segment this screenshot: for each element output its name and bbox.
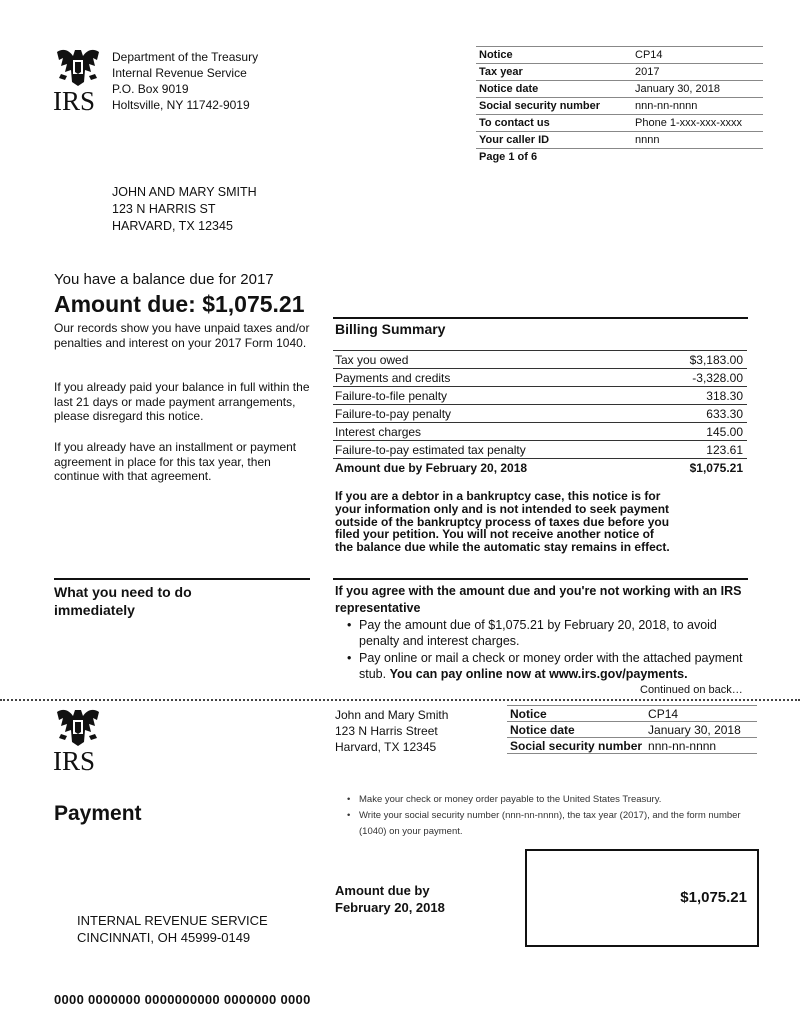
section-rule [333, 578, 748, 580]
balance-heading: You have a balance due for 2017 [54, 271, 274, 288]
eagle-icon [53, 46, 103, 88]
stub-label: Notice [507, 706, 645, 722]
recipient-line: 123 N HARRIS ST [112, 202, 216, 216]
notice-value: nnnn [632, 132, 763, 149]
scanline: 0000 0000000 0000000000 0000000 0000 [54, 992, 311, 1007]
billing-summary-title: Billing Summary [335, 321, 446, 337]
amount-due-heading: Amount due: $1,075.21 [54, 291, 305, 317]
billing-value: 123.61 [651, 441, 747, 459]
notice-row [476, 64, 763, 81]
page-indicator: Page 1 of 6 [476, 149, 763, 166]
notice-value: nnn-nn-nnnn [632, 98, 763, 115]
stub-address-line: John and Mary Smith [335, 708, 449, 722]
billing-summary-rule [333, 317, 748, 319]
billing-total-label: Amount due by February 20, 2018 [335, 460, 528, 475]
billing-value: 145.00 [651, 423, 747, 441]
agency-line: Holtsville, NY 11742-9019 [112, 98, 250, 112]
mail-to-line: CINCINNATI, OH 45999-0149 [77, 930, 251, 945]
agency-address [112, 49, 258, 113]
notice-label: Tax year [476, 64, 632, 81]
billing-row [333, 441, 747, 459]
stub-info-box [507, 705, 757, 754]
notice-row [476, 98, 763, 115]
balance-paragraph: Our records show you have unpaid taxes and/or penalties and interest on your 2017 Form 1040. [54, 321, 310, 350]
notice-row [476, 149, 763, 166]
stub-address [335, 707, 448, 755]
recipient-line: HARVARD, TX 12345 [112, 219, 233, 233]
what-to-do-heading: What you need to do immediately [54, 584, 192, 618]
tear-line [0, 699, 800, 701]
billing-value: 318.30 [651, 387, 747, 405]
notice-row [476, 81, 763, 98]
billing-label: Failure-to-file penalty [333, 387, 651, 405]
action-text: Pay online or mail a check or money order with the attached payment stub. [359, 651, 743, 681]
irs-wordmark: IRS [53, 86, 96, 116]
billing-label: Failure-to-pay estimated tax penalty [333, 441, 651, 459]
recipient-line: JOHN AND MARY SMITH [112, 185, 257, 199]
mail-to-address [77, 912, 268, 946]
notice-value: Phone 1-xxx-xxx-xxxx [632, 115, 763, 132]
notice-value: CP14 [632, 47, 763, 64]
balance-paragraph: If you already have an installment or payment agreement in place for this tax year, then continue with that agreement. [54, 440, 297, 483]
amount-enclosed-box[interactable] [525, 849, 759, 947]
billing-label: Interest charges [333, 423, 651, 441]
instruction-item: • Make your check or money order payable to the United States Treasury. [359, 792, 747, 808]
billing-row [333, 387, 747, 405]
billing-row [333, 351, 747, 369]
mail-to-line: INTERNAL REVENUE SERVICE [77, 913, 268, 928]
payment-instructions [347, 792, 747, 840]
agree-subheading: If you agree with the amount due and you're not working with an IRS representative [335, 584, 742, 615]
stub-value: nnn-nn-nnnn [645, 738, 757, 754]
billing-row [333, 405, 747, 423]
billing-total-row [333, 459, 747, 477]
payment-title: Payment [54, 802, 142, 825]
stub-row [507, 738, 757, 754]
notice-label: Notice date [476, 81, 632, 98]
action-list [347, 618, 757, 684]
continued-label: Continued on back… [640, 684, 743, 696]
stub-row [507, 722, 757, 738]
notice-label: Social security number [476, 98, 632, 115]
notice-row [476, 115, 763, 132]
billing-total-value: $1,075.21 [689, 460, 743, 475]
notice-info-box [476, 46, 763, 165]
balance-paragraph: If you already paid your balance in full within the last 21 days or made payment arrangements, please disregard this notice. [54, 380, 310, 423]
notice-label: To contact us [476, 115, 632, 132]
notice-label: Notice [476, 47, 632, 64]
billing-row [333, 423, 747, 441]
instruction-item: • Write your social security number (nnn-nn-nnnn), the tax year (2017), and the form number (1040) on your payment. [359, 808, 747, 840]
stub-value: January 30, 2018 [645, 722, 757, 738]
stub-amount-due-label: Amount due by February 20, 2018 [335, 883, 445, 915]
section-rule [54, 578, 310, 580]
agency-line: P.O. Box 9019 [112, 82, 189, 96]
notice-label: Your caller ID [476, 132, 632, 149]
irs-logo-stub [53, 706, 105, 776]
stub-value: CP14 [645, 706, 757, 722]
stub-address-line: 123 N Harris Street [335, 724, 438, 738]
billing-summary-table [333, 350, 747, 476]
recipient-address [112, 184, 257, 235]
billing-value: $3,183.00 [651, 351, 747, 369]
irs-logo [53, 46, 105, 116]
stub-label: Notice date [507, 722, 645, 738]
stub-label: Social security number [507, 738, 645, 754]
pay-online-link[interactable]: You can pay online now at www.irs.gov/payments. [389, 666, 688, 681]
eagle-icon [53, 706, 103, 748]
notice-row [476, 47, 763, 64]
notice-row [476, 132, 763, 149]
stub-amount-due-value: $1,075.21 [680, 889, 747, 906]
bankruptcy-notice: If you are a debtor in a bankruptcy case, this notice is for your information only and is not intended to seek payment outside of the bankruptcy process of taxes due before you filed your petition. You will not receive another notice of the balance due while the automatic stay remains in effect. [335, 489, 670, 555]
action-item [359, 651, 757, 682]
action-item: • Pay the amount due of $1,075.21 by February 20, 2018, to avoid penalty and interest charges. [359, 618, 757, 649]
billing-label: Failure-to-pay penalty [333, 405, 651, 423]
agency-line: Internal Revenue Service [112, 66, 247, 80]
billing-value: -3,328.00 [651, 369, 747, 387]
billing-label: Payments and credits [333, 369, 651, 387]
agency-line: Department of the Treasury [112, 50, 259, 64]
stub-row [507, 706, 757, 722]
billing-value: 633.30 [651, 405, 747, 423]
stub-address-line: Harvard, TX 12345 [335, 740, 437, 754]
notice-value: January 30, 2018 [632, 81, 763, 98]
notice-value: 2017 [632, 64, 763, 81]
billing-label: Tax you owed [333, 351, 651, 369]
irs-wordmark: IRS [53, 746, 96, 776]
billing-row [333, 369, 747, 387]
